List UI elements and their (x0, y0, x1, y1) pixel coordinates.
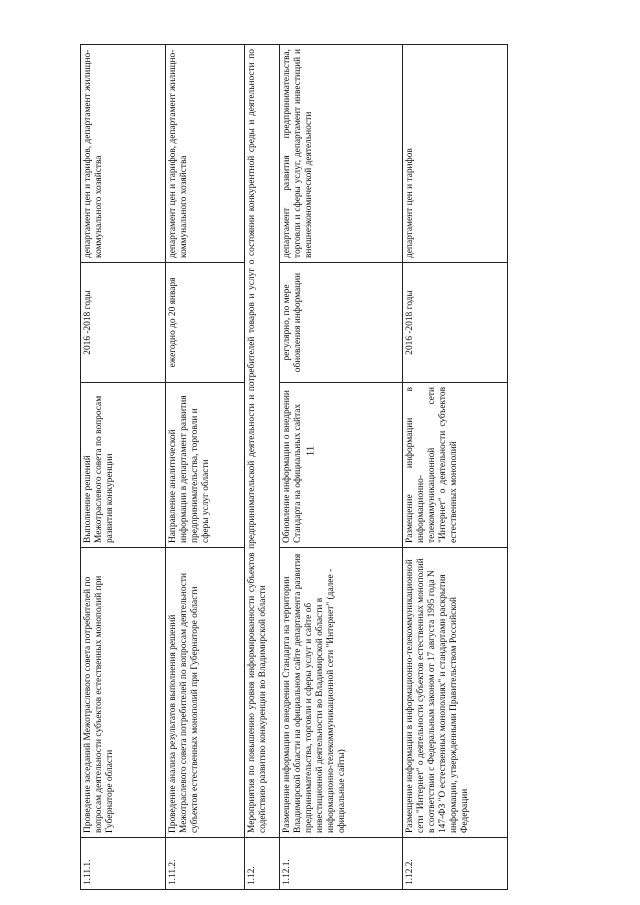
table-row (166, 45, 245, 890)
term-cell: 2016 -2018 годы (81, 263, 166, 383)
section-heading: Мероприятия по повышению уровня информированности субъектов предпринимательской деятельности и потребителей товаров и услуг о состоянии конкурентной среды и деятельности по содействию развитию конкуренции во Владимирской области (245, 45, 280, 838)
result-cell: Размещение информации в информационно-телекоммуникационной сети "Интернет" о деятельности субъектов естественных монополий (403, 383, 508, 548)
row-number: 1.11.1. (81, 838, 166, 890)
action-plan-table (80, 44, 508, 890)
responsible-cell: департамент цен и тарифов, департамент жилищно-коммунального хозяйства (81, 45, 166, 263)
table-row (280, 45, 403, 890)
section-row (245, 45, 280, 890)
responsible-cell: департамент цен и тарифов, департамент жилищно-коммунального хозяйства (166, 45, 245, 263)
result-cell: Направление аналитической информации в департамент развития предпринимательства, торговли и сферы услуг области (166, 383, 245, 548)
result-cell: Выполнение решений Межотраслевого совета по вопросам развития конкуренции (81, 383, 166, 548)
event-cell: Размещение информации о внедрении Стандарта на территории Владимирской области на официальном сайте департамента развития предпринимательства, торговли и сферы услуг и сайте об инвестиционной деятельности во Владимирской области в информационно-телекоммуникационной сети "Интернет" (далее - официальные сайты) (280, 548, 403, 838)
row-number: 1.12.2. (403, 838, 508, 890)
page-number: 11 (304, 445, 317, 457)
row-number: 1.12. (245, 838, 280, 890)
table-wrapper (80, 45, 471, 890)
event-cell: Проведение анализа результатов выполнения решений Межотраслевого совета потребителей по вопросам деятельности субъектов естественных монополий при Губернаторе области (166, 548, 245, 838)
result-cell: Обновление информации о внедрении Стандарта на официальных сайтах (280, 383, 403, 548)
row-number: 1.12.1. (280, 838, 403, 890)
rotated-table (80, 45, 471, 890)
term-cell: 2016 -2018 годы (403, 263, 508, 383)
event-cell: Размещение информации в информационно-телекоммуникационной сети "Интернет" о деятельности субъектов естественных монополий в соответствии с Федеральным законом от 17 августа 1995 года N 147-ФЗ "О естественных монополиях" и стандартами раскрытия информации, утвержденными Правительством Российской Федерации (403, 548, 508, 838)
responsible-cell: департамент развития предпринимательства, торговли и сферы услуг, департамент инвестиций и внешнеэкономической деятельности (280, 45, 403, 263)
term-cell: ежегодно до 20 января (166, 263, 245, 383)
responsible-cell: департамент цен и тарифов (403, 45, 508, 263)
table-row (403, 45, 508, 890)
term-cell: регулярно, по мере обновления информации (280, 263, 403, 383)
table-row (81, 45, 166, 890)
row-number: 1.11.2. (166, 838, 245, 890)
event-cell: Проведение заседаний Межотраслевого совета потребителей по вопросам деятельности субъектов естественных монополий при Губернаторе области (81, 548, 166, 838)
